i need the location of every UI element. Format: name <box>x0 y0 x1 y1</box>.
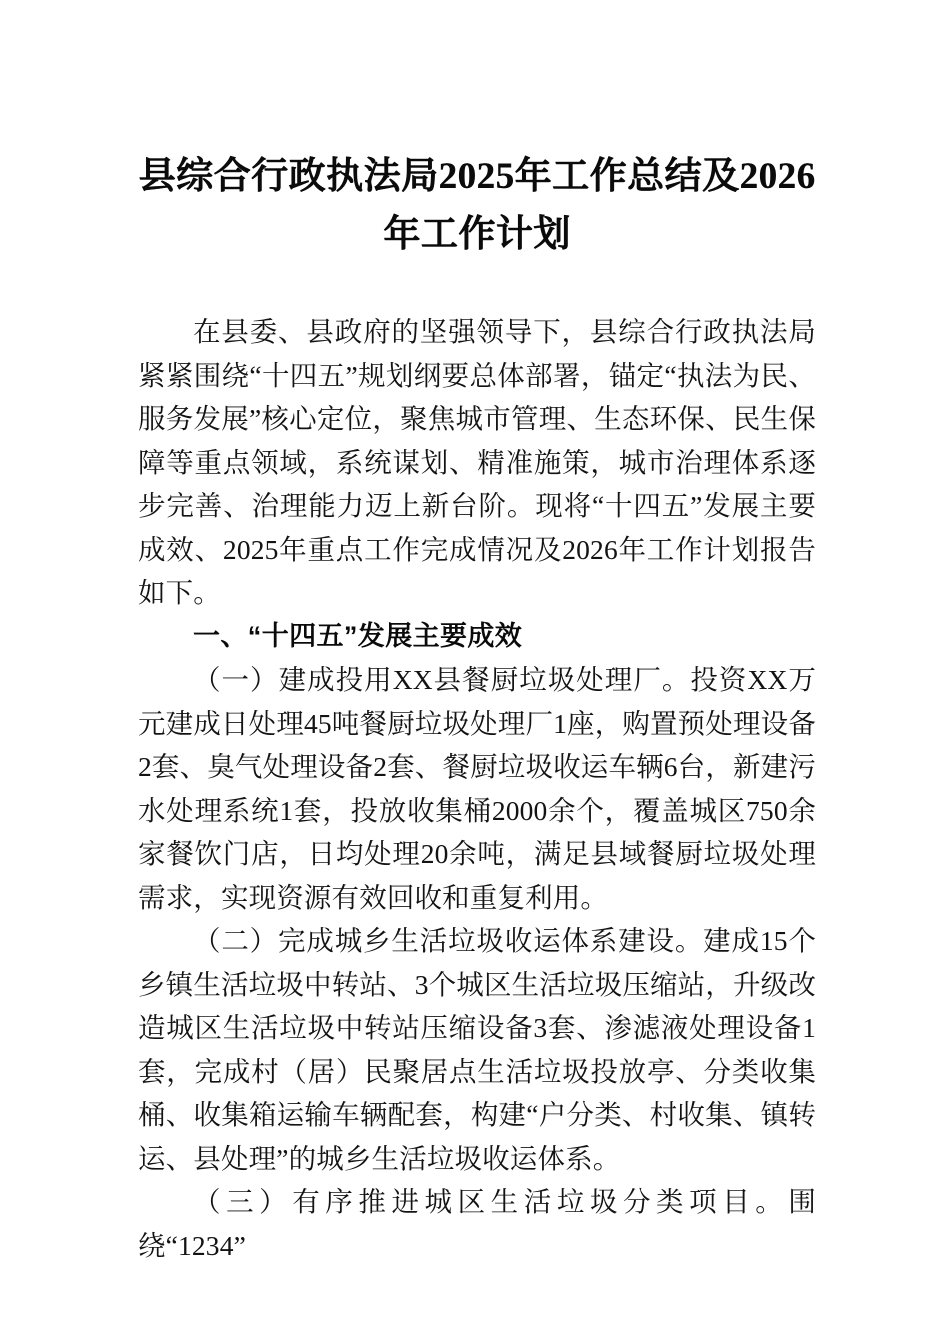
title-spacer <box>138 264 816 310</box>
paragraph-item-1: （一）建成投用XX县餐厨垃圾处理厂。投资XX万元建成日处理45吨餐厨垃圾处理厂1座，购置预处理设备2套、臭气处理设备2套、餐厨垃圾收运车辆6台，新建污水处理系统1套，投放收集桶2000余个，覆盖城区750余家餐饮门店，日均处理20余吨，满足县域餐厨垃圾处理需求，实现资源有效回收和重复利用。 <box>138 664 816 913</box>
document-text-column <box>138 0 816 1267</box>
paragraph-intro: 在县委、县政府的坚强领导下，县综合行政执法局紧紧围绕“十四五”规划纲要总体部署，锚定“执法为民、服务发展”核心定位，聚焦城市管理、生态环保、民生保障等重点领域，系统谋划、精准施策，城市治理体系逐步完善、治理能力迈上新台阶。现将“十四五”发展主要成效、2025年重点工作完成情况及2026年工作计划报告如下。 <box>138 316 816 608</box>
page-title: 县综合行政执法局2025年工作总结及2026年工作计划 <box>138 156 816 255</box>
section-heading-1: 一、“十四五”发展主要成效 <box>193 620 523 651</box>
paragraph-item-3: （三）有序推进城区生活垃圾分类项目。围绕“1234” <box>138 1186 816 1261</box>
paragraph-item-2: （二）完成城乡生活垃圾收运体系建设。建成15个乡镇生活垃圾中转站、3个城区生活垃圾压缩站，升级改造城区生活垃圾中转站压缩设备3套、渗滤液处理设备1套，完成村（居）民聚居点生活垃圾投放亭、分类收集桶、收集箱运输车辆配套，构建“户分类、村收集、镇转运、县处理”的城乡生活垃圾收运体系。 <box>138 925 816 1174</box>
